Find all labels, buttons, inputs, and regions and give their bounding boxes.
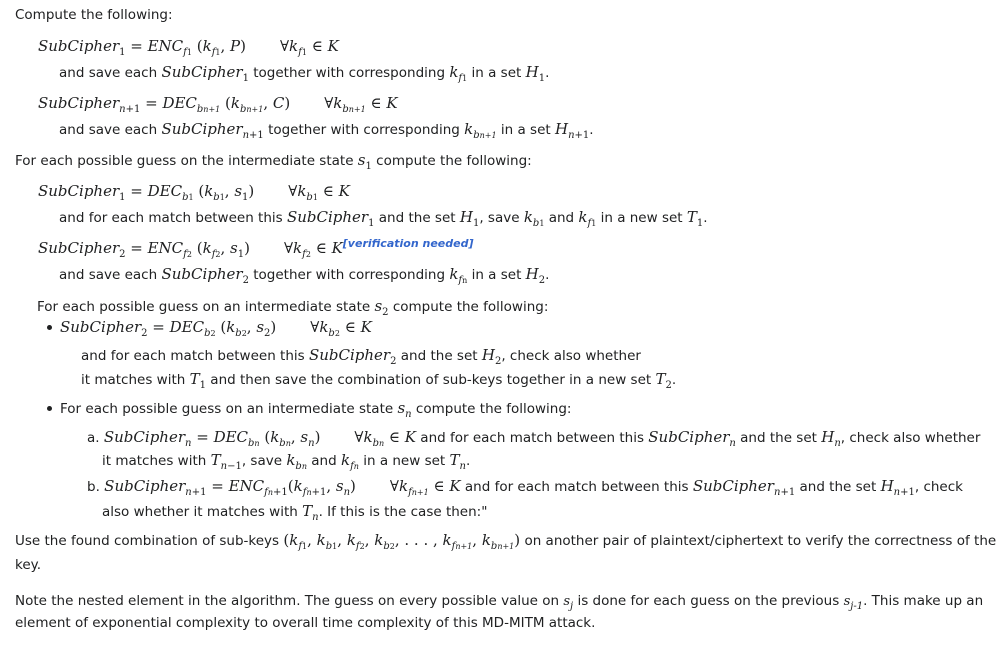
use-found-line-2: key. bbox=[15, 557, 41, 573]
for-each-sn-text: For each possible guess on an intermediate state $s_n$ compute the following: bbox=[60, 399, 572, 420]
equation-subcipher2-enc: SubCipher$_2$ = $ENC_{f2}$ ($k_{f2}$, $s_1$) $\forall k_{f2}$ ∈ K[verification needed] bbox=[38, 237, 474, 260]
use-found-line-1: Use the found combination of sub-keys ($k_{f1}$, $k_{b1}$, $k_{f2}$, $k_{b2}$, . . . , $k_{fn+1}$, $k_{bn+1}$) on another pair of plaintext/ciphertext to verify the correctness of the bbox=[15, 531, 997, 552]
for-each-s1-text: For each possible guess on the intermediate state $s_1$ compute the following: bbox=[15, 151, 532, 172]
for-each-s2-text: For each possible guess on an intermediate state $s_2$ compute the following: bbox=[37, 297, 549, 318]
equation-3-description: and for each match between this SubCipher$_1$ and the set $H_1$, save $k_{b1}$ and $k_{f1}$ in a new set $T_1$. bbox=[59, 208, 708, 229]
equation-4-description: and save each SubCipher$_2$ together with corresponding $k_{fn}$ in a set $H_2$. bbox=[59, 265, 550, 286]
item-b-line-1: b. SubCipher$_{n+1}$ = $ENC_{fn+1}(k_{fn+1}$, $s_n$) $\forall k_{fn+1}$ ∈ K and for each match between this SubCipher$_{n+1}$ and the set $H_{n+1}$, check bbox=[87, 477, 963, 498]
bullet-icon bbox=[47, 325, 52, 330]
equation-5-description-2: it matches with $T_1$ and then save the combination of sub-keys together in a new set $T_2$. bbox=[81, 370, 677, 391]
note-line-1: Note the nested element in the algorithm. The guess on every possible value on $s_j$ is done for each guess on the previous $s_{j-1}$. This make up an bbox=[15, 593, 984, 612]
note-line-2: element of exponential complexity to overall time complexity of this MD-MITM attack. bbox=[15, 615, 596, 631]
equation-subcipher-n1-dec: SubCipher$_{n+1}$ = $DEC_{bn+1}$ ($k_{bn+1}$, C) $\forall k_{bn+1}$ ∈ K bbox=[38, 94, 398, 115]
equation-1-description: and save each SubCipher$_1$ together with corresponding $k_{f1}$ in a set $H_1$. bbox=[59, 63, 550, 84]
item-b-line-2: also whether it matches with $T_n$. If this is the case then:" bbox=[102, 502, 488, 523]
intro-text: Compute the following: bbox=[15, 7, 173, 23]
equation-2-description: and save each SubCipher$_{n+1}$ together with corresponding $k_{bn+1}$ in a set $H_{n+1}$. bbox=[59, 120, 594, 141]
item-a-line-1: a. SubCipher$_n$ = $DEC_{bn}$ ($k_{bn}$, $s_n$) $\forall k_{bn}$ ∈ K and for each match between this SubCipher$_n$ and the set $H_n$, check also whether bbox=[87, 428, 981, 449]
verification-needed-link[interactable]: [verification needed] bbox=[342, 237, 474, 250]
equation-subcipher2-dec: SubCipher$_2$ = $DEC_{b2}$ ($k_{b2}$, $s_2$) $\forall k_{b2}$ ∈ K bbox=[60, 318, 372, 339]
bullet-icon bbox=[47, 406, 52, 411]
item-a-line-2: it matches with $T_{n-1}$, save $k_{bn}$ and $k_{fn}$ in a new set $T_n$. bbox=[102, 451, 471, 472]
equation-subcipher1-enc: SubCipher$_1$ = $ENC_{f1}$ ($k_{f1}$, P) $\forall k_{f1}$ ∈ K bbox=[38, 37, 339, 58]
equation-subcipher1-dec: SubCipher$_1$ = $DEC_{b1}$ ($k_{b1}$, $s_1$) $\forall k_{b1}$ ∈ K bbox=[38, 182, 350, 203]
equation-5-description-1: and for each match between this SubCipher$_2$ and the set $H_2$, check also whether bbox=[81, 346, 641, 367]
